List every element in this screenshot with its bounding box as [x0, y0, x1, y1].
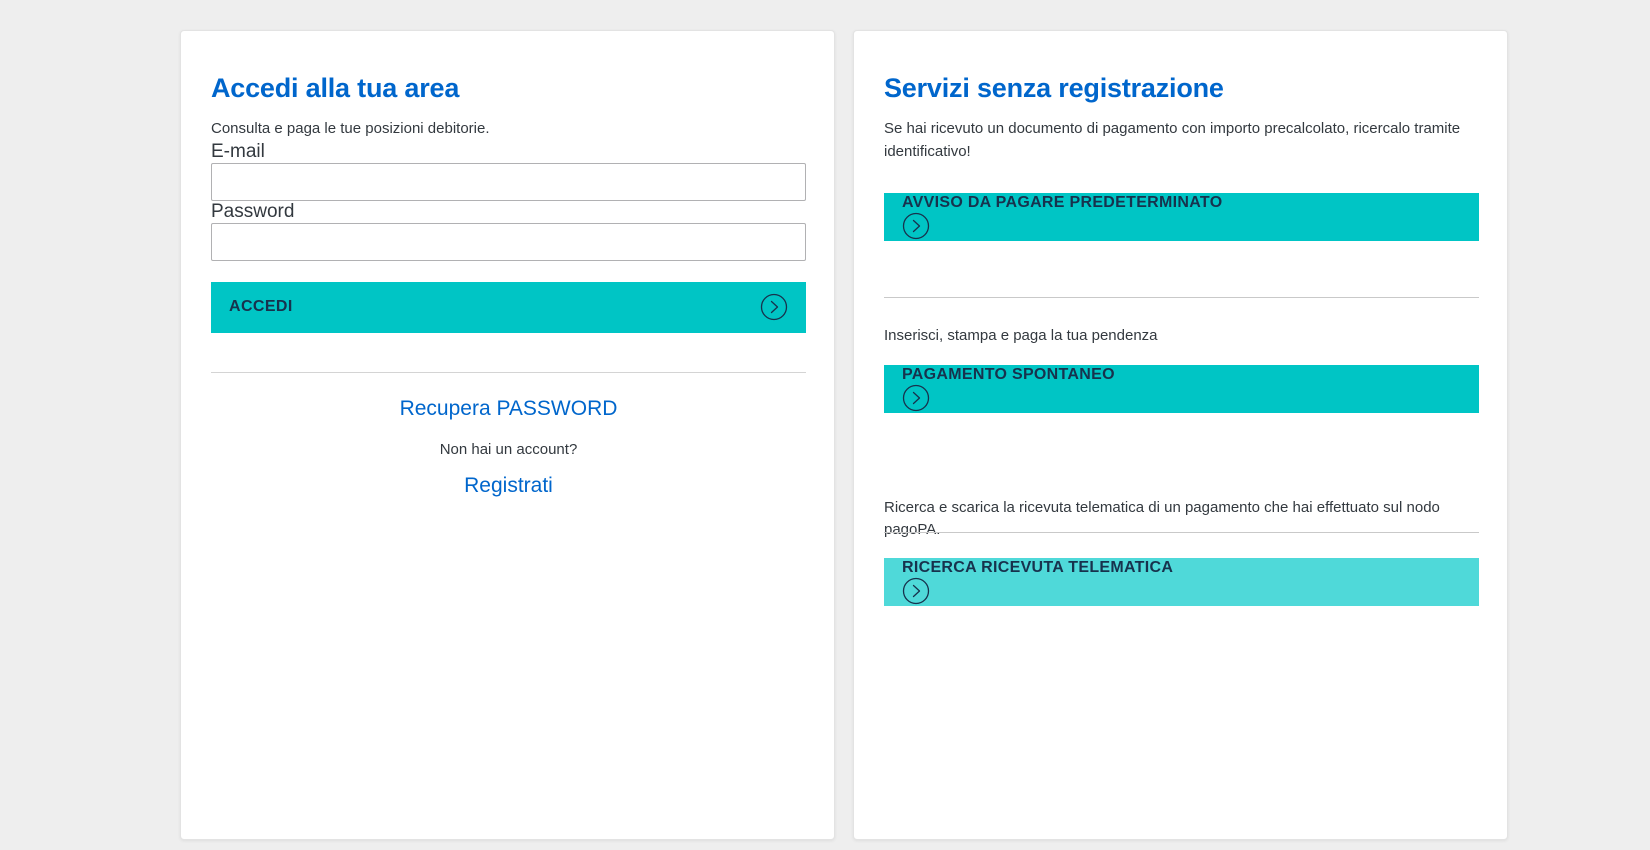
login-submit-label: ACCEDI	[229, 298, 293, 315]
pagamento-spontaneo-note: Inserisci, stampa e paga la tua pendenza	[884, 327, 1158, 344]
services-divider-1	[884, 297, 1479, 298]
services-subtitle: Se hai ricevuto un documento di pagamento con importo precalcolato, ricercalo tramite identificativo!	[884, 120, 1461, 160]
login-divider	[211, 372, 806, 373]
arrow-right-circle-icon	[760, 293, 788, 321]
ricerca-ricevuta-telematica-label: RICERCA RICEVUTA TELEMATICA	[902, 558, 1174, 576]
recover-password-link[interactable]: Recupera PASSWORD	[399, 396, 618, 420]
arrow-right-circle-icon	[902, 212, 1461, 240]
register-link[interactable]: Registrati	[464, 473, 553, 497]
pagamento-spontaneo-label: PAGAMENTO SPONTANEO	[902, 365, 1115, 383]
no-account-text: Non hai un account?	[439, 440, 578, 458]
email-label: E-mail	[211, 140, 265, 162]
login-card	[180, 30, 835, 840]
login-submit-button[interactable]	[211, 282, 806, 333]
arrow-right-circle-icon	[902, 577, 1461, 605]
login-title: Accedi alla tua area	[211, 73, 460, 103]
services-divider-2	[884, 532, 1479, 533]
pagamento-spontaneo-button[interactable]	[884, 365, 1479, 413]
avviso-predeterminato-button[interactable]	[884, 193, 1479, 241]
avviso-predeterminato-label: AVVISO DA PAGARE PREDETERMINATO	[902, 194, 1223, 211]
services-card	[853, 30, 1508, 840]
services-title: Servizi senza registrazione	[884, 73, 1224, 103]
ricerca-ricevuta-telematica-button[interactable]	[884, 558, 1479, 606]
password-label: Password	[211, 200, 295, 222]
ricevuta-telematica-note: Ricerca e scarica la ricevuta telematica di un pagamento che hai effettuato sul nodo pagoPA.	[884, 498, 1440, 538]
email-field[interactable]	[211, 163, 806, 201]
password-field[interactable]	[211, 223, 806, 261]
login-subtitle: Consulta e paga le tue posizioni debitorie.	[211, 120, 490, 137]
arrow-right-circle-icon	[902, 384, 1461, 412]
